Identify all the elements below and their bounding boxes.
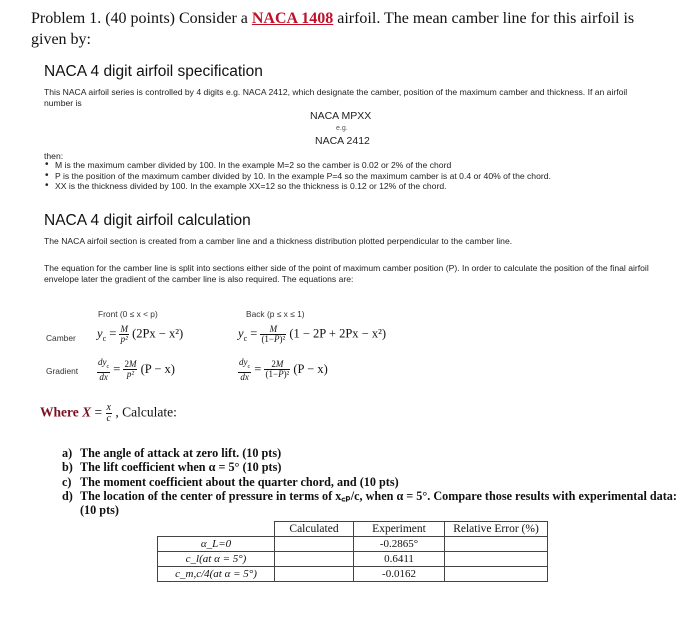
gradient-front-rhs: (P − x) <box>140 361 175 376</box>
question-d <box>62 489 682 518</box>
question-text: The lift coefficient when α = 5° (10 pts) <box>80 460 282 475</box>
back-header: Back (p ≤ x ≤ 1) <box>246 309 305 319</box>
spec-example: NACA 2412 <box>315 135 370 147</box>
row-label: c_m,c/4(at α = 5°) <box>158 567 275 582</box>
question-a <box>62 446 682 460</box>
problem-suffix: airfoil. The mean camber line for this airfoil is <box>333 10 635 27</box>
table-row <box>158 537 548 552</box>
row-label: α_L=0 <box>158 537 275 552</box>
list-item: • XX is the thickness divided by 100. In the example XX=12 so the thickness is 0.12 or 12% of the chord. <box>44 181 664 192</box>
calc-heading: NACA 4 digit airfoil calculation <box>44 212 251 229</box>
camber-front-equation: $y_c$ = $\frac{M}{\text{p²}}$ (2Px − x²) <box>97 324 184 344</box>
front-header: Front (0 ≤ x < p) <box>98 309 158 319</box>
question-c <box>62 475 682 489</box>
question-list <box>62 446 682 517</box>
spec-then: then: <box>44 151 64 161</box>
results-table <box>157 521 548 582</box>
camber-back-equation: $y_c$ = $\frac{M}{\text{(1−P)²}}$ (1 − 2P + 2Px − x²) <box>238 324 387 344</box>
question-label: d) <box>62 488 73 503</box>
spec-heading: NACA 4 digit airfoil specification <box>44 63 263 80</box>
list-item: • P is the position of the maximum camber divided by 10. In the example P=4 so the maximum camber is at 0.4 or 40% of the chord. <box>44 171 664 182</box>
where-label: Where <box>40 404 79 420</box>
header-experiment: Experiment <box>354 522 445 537</box>
calc-paragraph-2: The equation for the camber line is split into sections either side of the point of maximum camber position (P). In order to calculate the position of the final airfoil envelope later the gradient of the camber line is also required. The equations are: <box>44 263 649 284</box>
header-relative-error: Relative Error (%) <box>445 522 548 537</box>
camber-front-rhs: (2Px − x²) <box>132 326 184 341</box>
list-item: • M is the maximum camber divided by 100. In the example M=2 so the camber is 0.02 or 2% of the chord <box>44 160 664 171</box>
gradient-back-equation: $\frac{dy_c}{dx}$ = $\frac{2M}{\text{(1−P)²}}$ (P − x) <box>239 357 328 382</box>
where-line: Where X = $\frac{x}{c}$ , Calculate: <box>40 402 177 424</box>
problem-prefix: Problem 1. (40 points) Consider a <box>31 10 252 27</box>
question-text: The moment coefficient about the quarter chord, and (10 pts) <box>80 474 399 489</box>
question-label: b) <box>62 460 73 475</box>
spec-pattern: NACA MPXX <box>310 110 372 122</box>
calc-paragraph-1: The NACA airfoil section is created from a camber line and a thickness distribution plotted perpendicular to the camber line. <box>44 236 513 246</box>
calculated-cell <box>275 552 354 567</box>
problem-statement <box>31 8 671 50</box>
question-label: a) <box>62 446 73 460</box>
question-text: The location of the center of pressure in terms of x꜀ₚ/c, when α = 5°. Compare those results with experimental data: (10 pts) <box>80 488 677 518</box>
error-cell <box>445 537 548 552</box>
problem-line2: given by: <box>31 31 91 48</box>
experiment-cell: -0.2865° <box>354 537 445 552</box>
header-calculated: Calculated <box>275 522 354 537</box>
gradient-front-equation: $\frac{dy_c}{dx}$ = $\frac{2M}{\text{p²}}$ (P − x) <box>98 357 175 382</box>
calculated-cell <box>275 537 354 552</box>
camber-label: Camber <box>46 333 76 343</box>
calculated-cell <box>275 567 354 582</box>
spec-paragraph: This NACA airfoil series is controlled by 4 digits e.g. NACA 2412, which designate the camber, position of the maximum camber and thickness. If an airfoil number is <box>44 87 628 108</box>
spec-eg: e.g. <box>336 125 348 132</box>
error-cell <box>445 552 548 567</box>
gradient-back-rhs: (P − x) <box>293 361 328 376</box>
table-header-row <box>158 522 548 537</box>
table-row <box>158 552 548 567</box>
spec-bullets <box>44 160 664 192</box>
experiment-cell: -0.0162 <box>354 567 445 582</box>
airfoil-name-link[interactable]: NACA 1408 <box>251 10 334 27</box>
where-rest: , Calculate: <box>115 404 177 420</box>
error-cell <box>445 567 548 582</box>
row-label: c_l(at α = 5°) <box>158 552 275 567</box>
question-text: The angle of attack at zero lift. (10 pts) <box>80 446 282 460</box>
question-b <box>62 460 682 474</box>
question-label: c) <box>62 474 72 489</box>
gradient-label: Gradient <box>46 366 79 376</box>
table-row <box>158 567 548 582</box>
camber-back-rhs: (1 − 2P + 2Px − x²) <box>289 326 387 341</box>
experiment-cell: 0.6411 <box>354 552 445 567</box>
table-corner <box>158 522 275 537</box>
